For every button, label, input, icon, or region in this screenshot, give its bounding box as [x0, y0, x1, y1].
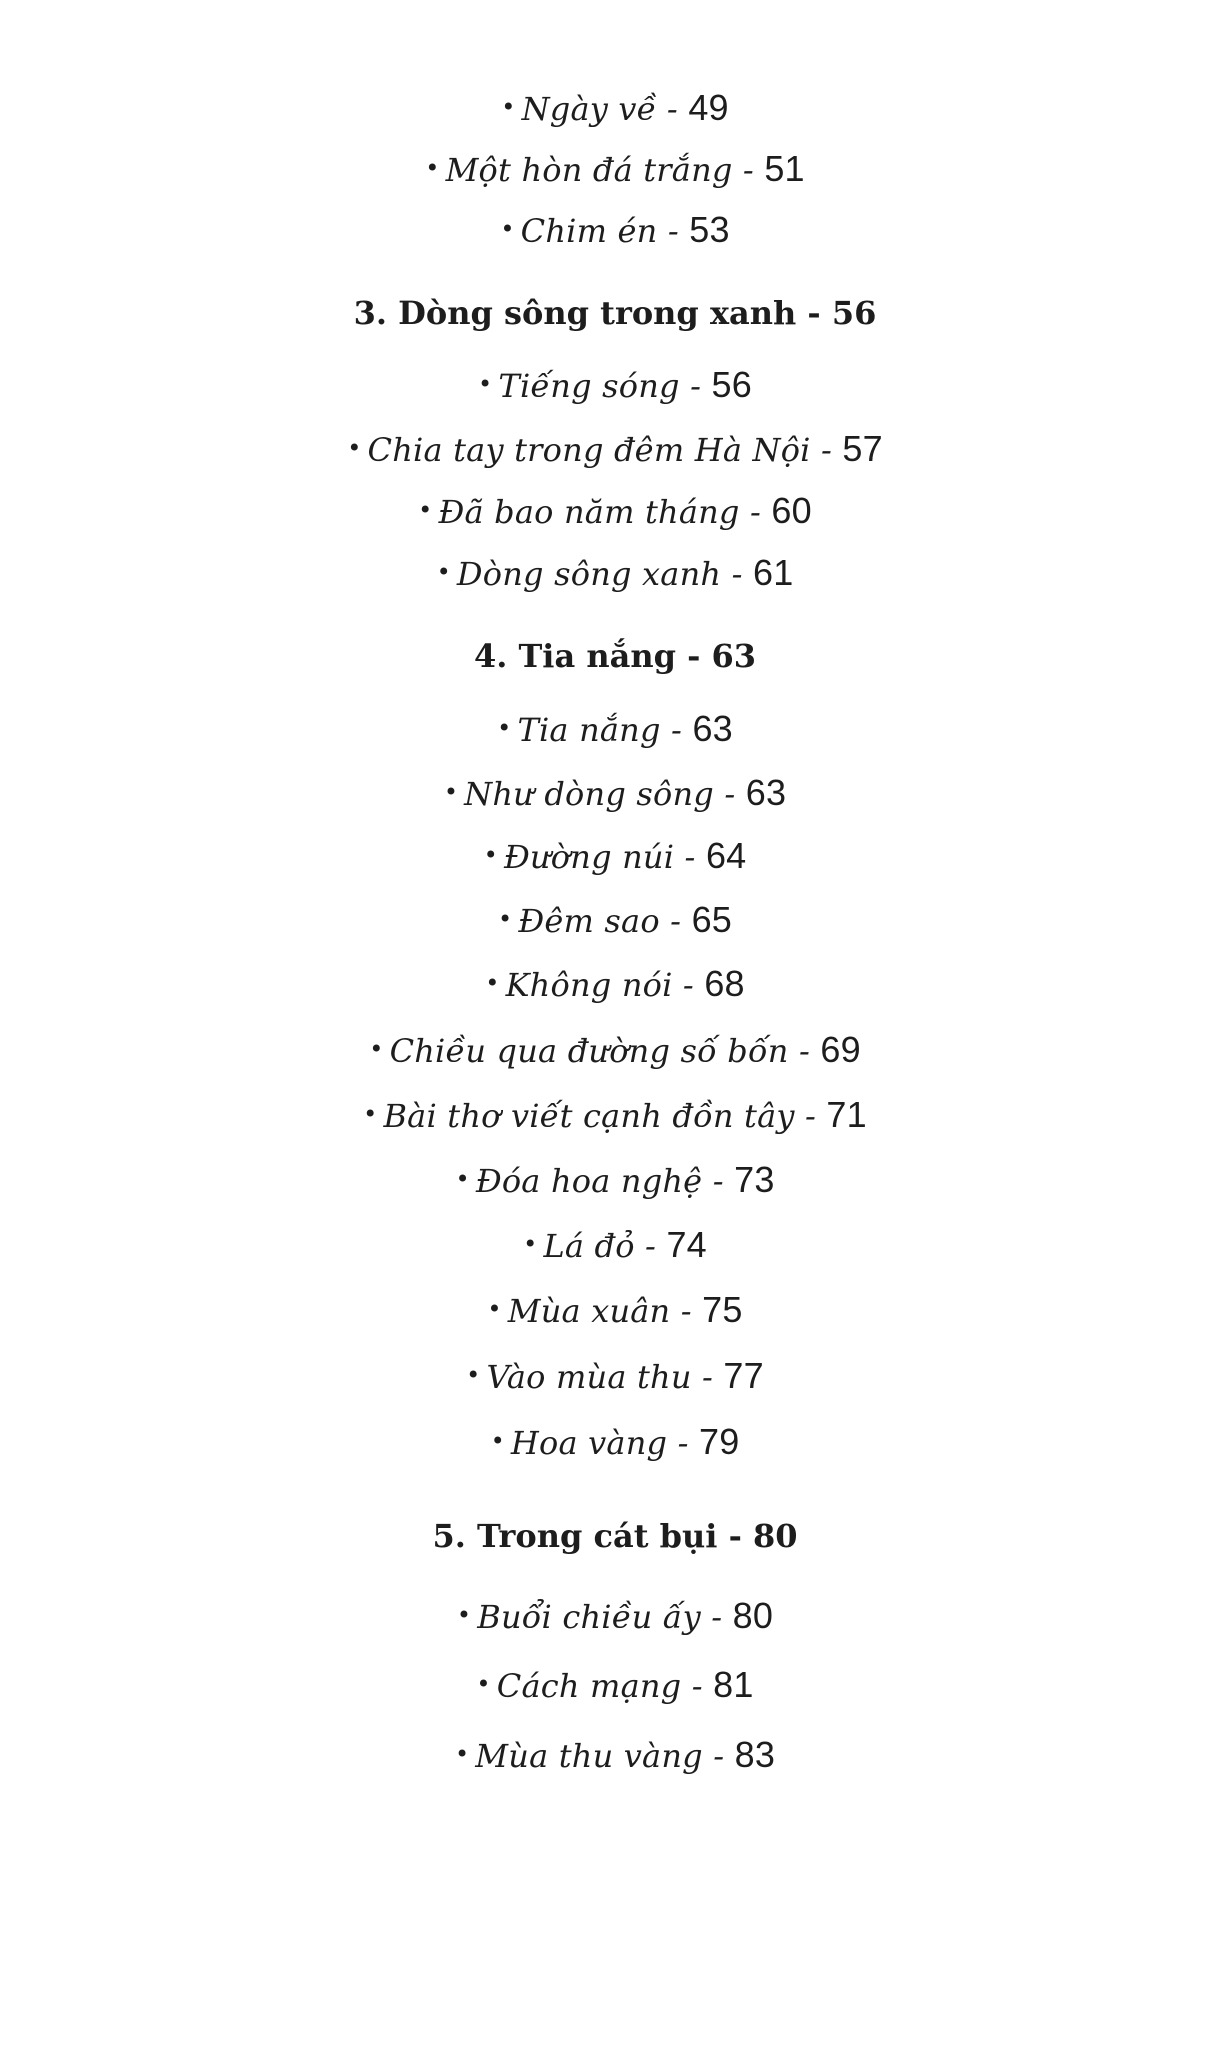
- toc-item[interactable]: [0, 835, 1230, 876]
- toc-item-title: Đêm sao: [518, 902, 660, 940]
- toc-section-heading[interactable]: [0, 1517, 1230, 1555]
- bullet-icon: •: [418, 496, 433, 524]
- toc-page-number: 56: [711, 364, 752, 405]
- bullet-icon: •: [485, 969, 500, 997]
- toc-page-number: 75: [702, 1289, 743, 1330]
- toc-separator: -: [681, 1667, 714, 1705]
- toc-page-number: 69: [820, 1029, 861, 1070]
- toc-separator: -: [739, 493, 772, 531]
- toc-page-number: 77: [723, 1355, 764, 1396]
- toc-separator: -: [660, 711, 693, 749]
- toc-page-number: 63: [692, 708, 733, 749]
- bullet-icon: •: [476, 1670, 491, 1698]
- bullet-icon: •: [425, 154, 440, 182]
- toc-separator: -: [675, 637, 712, 675]
- bullet-icon: •: [497, 905, 513, 933]
- toc-separator: -: [659, 902, 692, 940]
- toc-separator: -: [788, 1032, 821, 1070]
- toc-separator: -: [667, 1424, 699, 1462]
- toc-item-title: Đóa hoa nghệ: [475, 1162, 703, 1200]
- toc-page-number: 64: [705, 835, 747, 876]
- toc-item-title: Đã bao năm tháng: [438, 493, 740, 531]
- toc-item-title: Hoa vàng: [510, 1424, 668, 1462]
- toc-separator: -: [656, 90, 689, 128]
- toc-item[interactable]: [0, 364, 1230, 405]
- toc-item[interactable]: [0, 1664, 1230, 1705]
- toc-item-title: Ngày về: [521, 90, 657, 128]
- toc-page-number: 71: [826, 1094, 867, 1135]
- toc-page-number: 74: [666, 1224, 707, 1265]
- toc-item-title: Dòng sông xanh: [456, 555, 722, 593]
- toc-page-number: 83: [734, 1734, 776, 1775]
- toc-page-number: 60: [771, 490, 812, 531]
- bullet-icon: •: [347, 434, 362, 462]
- toc-item-title: Chim én: [520, 212, 658, 250]
- toc-page-number: 53: [689, 209, 730, 250]
- toc-item-title: Cách mạng: [496, 1667, 682, 1705]
- bullet-icon: •: [501, 93, 516, 121]
- toc-item[interactable]: [0, 552, 1230, 593]
- toc-item[interactable]: [0, 899, 1230, 940]
- toc-item-title: Tiếng sóng: [498, 367, 680, 405]
- toc-section-title: 4. Tia nắng: [473, 637, 676, 675]
- toc-page-number: 56: [831, 294, 877, 332]
- bullet-icon: •: [454, 1740, 470, 1768]
- bullet-icon: •: [487, 1295, 502, 1323]
- bullet-icon: •: [443, 778, 459, 806]
- toc-separator: -: [634, 1227, 667, 1265]
- toc-page-number: 63: [745, 772, 787, 813]
- toc-item-title: Vào mùa thu: [486, 1358, 692, 1396]
- toc-item[interactable]: [0, 87, 1230, 128]
- toc-separator: -: [679, 367, 712, 405]
- toc-separator: -: [713, 775, 746, 813]
- toc-separator: -: [702, 1162, 735, 1200]
- toc-item[interactable]: [0, 1029, 1230, 1070]
- toc-item[interactable]: [0, 1595, 1230, 1636]
- toc-item[interactable]: [0, 1094, 1230, 1135]
- toc-item[interactable]: [0, 1734, 1230, 1775]
- toc-item[interactable]: [0, 708, 1230, 749]
- toc-separator: -: [717, 1517, 753, 1555]
- toc-page-number: 61: [752, 552, 794, 593]
- bullet-icon: •: [466, 1361, 481, 1389]
- toc-page-number: 51: [764, 148, 805, 189]
- bullet-icon: •: [490, 1427, 505, 1455]
- toc-item[interactable]: [0, 772, 1230, 813]
- toc-separator: -: [672, 966, 705, 1004]
- toc-section-heading[interactable]: [0, 294, 1230, 332]
- toc-item-title: Tia nắng: [517, 711, 661, 749]
- toc-item-title: Chiều qua đường số bốn: [389, 1032, 789, 1070]
- bullet-icon: •: [369, 1035, 384, 1063]
- toc-item[interactable]: [0, 428, 1230, 469]
- toc-separator: -: [702, 1737, 735, 1775]
- toc-item[interactable]: [0, 1159, 1230, 1200]
- toc-item-title: Không nói: [505, 966, 673, 1004]
- toc-item[interactable]: [0, 1355, 1230, 1396]
- toc-item[interactable]: [0, 1224, 1230, 1265]
- toc-separator: -: [732, 151, 765, 189]
- toc-separator: -: [721, 555, 753, 593]
- bullet-icon: •: [455, 1165, 470, 1193]
- toc-item[interactable]: [0, 1289, 1230, 1330]
- toc-section-title: 5. Trong cát bụi: [432, 1517, 718, 1555]
- toc-item-title: Một hòn đá trắng: [445, 151, 733, 189]
- toc-separator: -: [670, 1292, 703, 1330]
- toc-page-number: 80: [732, 1595, 774, 1636]
- toc-page-number: 49: [688, 87, 729, 128]
- toc-item-title: Mùa xuân: [507, 1292, 671, 1330]
- toc-section-heading[interactable]: [0, 637, 1230, 675]
- toc-page-number: 63: [711, 637, 757, 675]
- toc-item[interactable]: [0, 490, 1230, 531]
- toc-item[interactable]: [0, 1421, 1230, 1462]
- toc-item-title: Bài thơ viết cạnh đồn tây: [383, 1097, 795, 1135]
- toc-page-number: 81: [713, 1664, 754, 1705]
- toc-separator: -: [674, 838, 706, 876]
- toc-item-title: Buổi chiều ấy: [477, 1598, 701, 1636]
- bullet-icon: •: [500, 215, 515, 243]
- toc-item[interactable]: [0, 209, 1230, 250]
- toc-item[interactable]: [0, 963, 1230, 1004]
- toc-item-title: Mùa thu vàng: [475, 1737, 703, 1775]
- toc-item-title: Lá đỏ: [543, 1227, 635, 1265]
- toc-item[interactable]: [0, 148, 1230, 189]
- bullet-icon: •: [497, 714, 512, 742]
- toc-separator: -: [657, 212, 690, 250]
- toc-section-title: 3. Dòng sông trong xanh: [353, 294, 797, 332]
- toc-separator: -: [810, 431, 843, 469]
- toc-page-number: 68: [704, 963, 745, 1004]
- bullet-icon: •: [436, 558, 451, 586]
- toc-separator: -: [700, 1598, 733, 1636]
- toc-separator: -: [794, 1097, 827, 1135]
- bullet-icon: •: [523, 1230, 538, 1258]
- toc-page-number: 73: [734, 1159, 775, 1200]
- toc-page-number: 79: [698, 1421, 740, 1462]
- bullet-icon: •: [483, 841, 498, 869]
- toc-separator: -: [691, 1358, 724, 1396]
- toc-page-number: 80: [752, 1517, 798, 1555]
- bullet-icon: •: [363, 1100, 378, 1128]
- toc-separator: -: [796, 294, 832, 332]
- toc-page-number: 65: [691, 899, 733, 940]
- toc-page-number: 57: [842, 428, 883, 469]
- bullet-icon: •: [456, 1601, 472, 1629]
- toc-item-title: Như dòng sông: [464, 775, 714, 813]
- toc-item-title: Chia tay trong đêm Hà Nội: [367, 431, 811, 469]
- bullet-icon: •: [478, 370, 493, 398]
- toc-item-title: Đường núi: [503, 838, 675, 876]
